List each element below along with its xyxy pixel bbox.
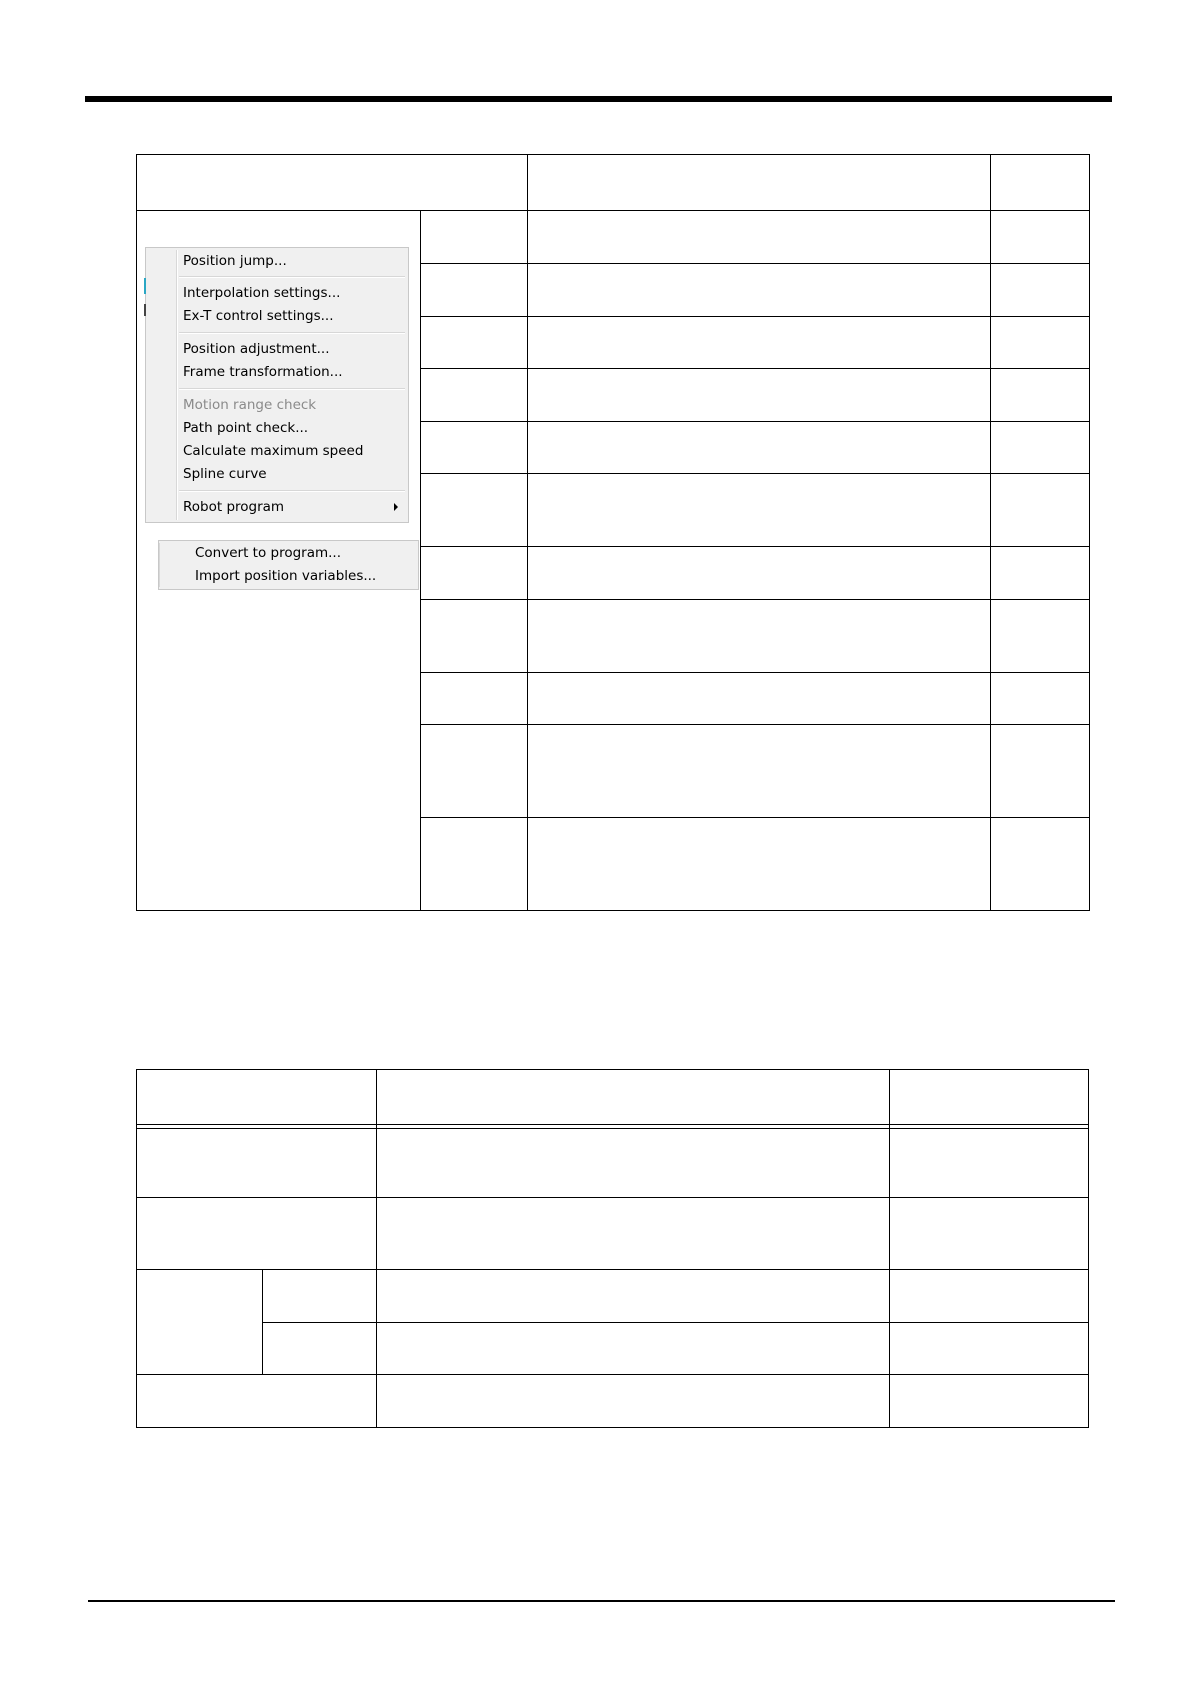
table-cell: [137, 1375, 377, 1428]
menu-separator: [179, 490, 405, 492]
table-cell: [421, 317, 528, 369]
table-cell: [890, 1129, 1089, 1198]
menu-item-position-adjustment[interactable]: Position adjustment...: [183, 341, 330, 357]
table-row: [137, 211, 1090, 264]
table-cell: [528, 818, 991, 911]
menu-item-spline-curve[interactable]: Spline curve: [183, 466, 267, 482]
table-cell: [528, 317, 991, 369]
table-cell: [137, 1270, 263, 1375]
table-cell: [528, 725, 991, 818]
footer-rule: [88, 1600, 1115, 1602]
table-cell: [377, 1323, 890, 1375]
header-cell: [528, 155, 991, 211]
table-cell: [991, 547, 1090, 600]
menu-separator: [179, 332, 405, 334]
header-cell: [137, 1070, 377, 1125]
table-cell: [377, 1375, 890, 1428]
table-cell: [528, 547, 991, 600]
robot-program-submenu: [158, 540, 419, 590]
table-cell: [377, 1198, 890, 1270]
table-row: [137, 1375, 1089, 1428]
table-cell: [890, 1375, 1089, 1428]
header-cell: [991, 155, 1090, 211]
table-cell: [421, 725, 528, 818]
table-cell: [991, 725, 1090, 818]
table-cell: [528, 673, 991, 725]
table-cell: [137, 1198, 377, 1270]
table-row: [137, 1270, 1089, 1323]
menu-gutter-highlight: [177, 250, 178, 520]
table-cell: [421, 818, 528, 911]
menu-item-interpolation-settings[interactable]: Interpolation settings...: [183, 285, 341, 301]
submenu-arrow-icon: [394, 503, 398, 511]
table-cell: [991, 264, 1090, 317]
table-cell: [991, 600, 1090, 673]
table-row: [137, 1198, 1089, 1270]
menu-item-path-point-check[interactable]: Path point check...: [183, 420, 309, 436]
table-cell: [991, 422, 1090, 474]
table-cell: [991, 474, 1090, 547]
menu-item-calculate-maximum-speed[interactable]: Calculate maximum speed: [183, 443, 364, 459]
table-cell: [421, 547, 528, 600]
menu-item-motion-range-check: Motion range check: [183, 397, 317, 413]
menu-gutter: [159, 543, 160, 587]
table-cell: [991, 211, 1090, 264]
table-header-row: [137, 155, 1090, 211]
table-cell: [528, 264, 991, 317]
table-header-row: [137, 1070, 1089, 1125]
table-cell: [421, 211, 528, 264]
table-cell: [421, 264, 528, 317]
menu-function-table: [136, 154, 1090, 911]
table-row: [137, 1129, 1089, 1198]
edge-accent: [144, 278, 146, 294]
table-cell: [991, 369, 1090, 422]
menu-item-ext-control-settings[interactable]: Ex-T control settings...: [183, 308, 334, 324]
table-cell: [377, 1129, 890, 1198]
table-cell: [528, 474, 991, 547]
header-cell: [377, 1070, 890, 1125]
menu-screenshot-cell: [137, 211, 421, 911]
table-cell: [421, 422, 528, 474]
table-cell: [421, 474, 528, 547]
menu-item-position-jump[interactable]: Position jump...: [183, 253, 287, 269]
table-cell: [890, 1270, 1089, 1323]
table-cell: [528, 369, 991, 422]
table-cell: [528, 211, 991, 264]
table-cell: [890, 1198, 1089, 1270]
table-cell: [377, 1270, 890, 1323]
menu-separator: [179, 276, 405, 278]
table-row: [137, 1323, 1089, 1375]
menu-item-robot-program[interactable]: Robot program: [183, 499, 285, 515]
menu-item-import-position-variables[interactable]: Import position variables...: [195, 568, 377, 584]
table-cell: [421, 369, 528, 422]
table-cell: [421, 600, 528, 673]
table-cell: [263, 1323, 377, 1375]
table-cell: [528, 600, 991, 673]
menu-item-convert-to-program[interactable]: Convert to program...: [195, 545, 342, 561]
context-menu: [145, 247, 409, 523]
menu-separator: [179, 388, 405, 390]
table-cell: [991, 317, 1090, 369]
settings-table: [136, 1069, 1089, 1428]
header-cell: [890, 1070, 1089, 1125]
menu-item-frame-transformation[interactable]: Frame transformation...: [183, 364, 343, 380]
table-cell: [137, 1129, 377, 1198]
header-rule: [85, 96, 1112, 102]
header-cell: [137, 155, 528, 211]
table-cell: [421, 673, 528, 725]
table-cell: [890, 1323, 1089, 1375]
table-cell: [991, 818, 1090, 911]
table-cell: [263, 1270, 377, 1323]
edge-marks: [144, 278, 146, 318]
edge-mark: [144, 304, 146, 316]
table-cell: [528, 422, 991, 474]
table-cell: [991, 673, 1090, 725]
